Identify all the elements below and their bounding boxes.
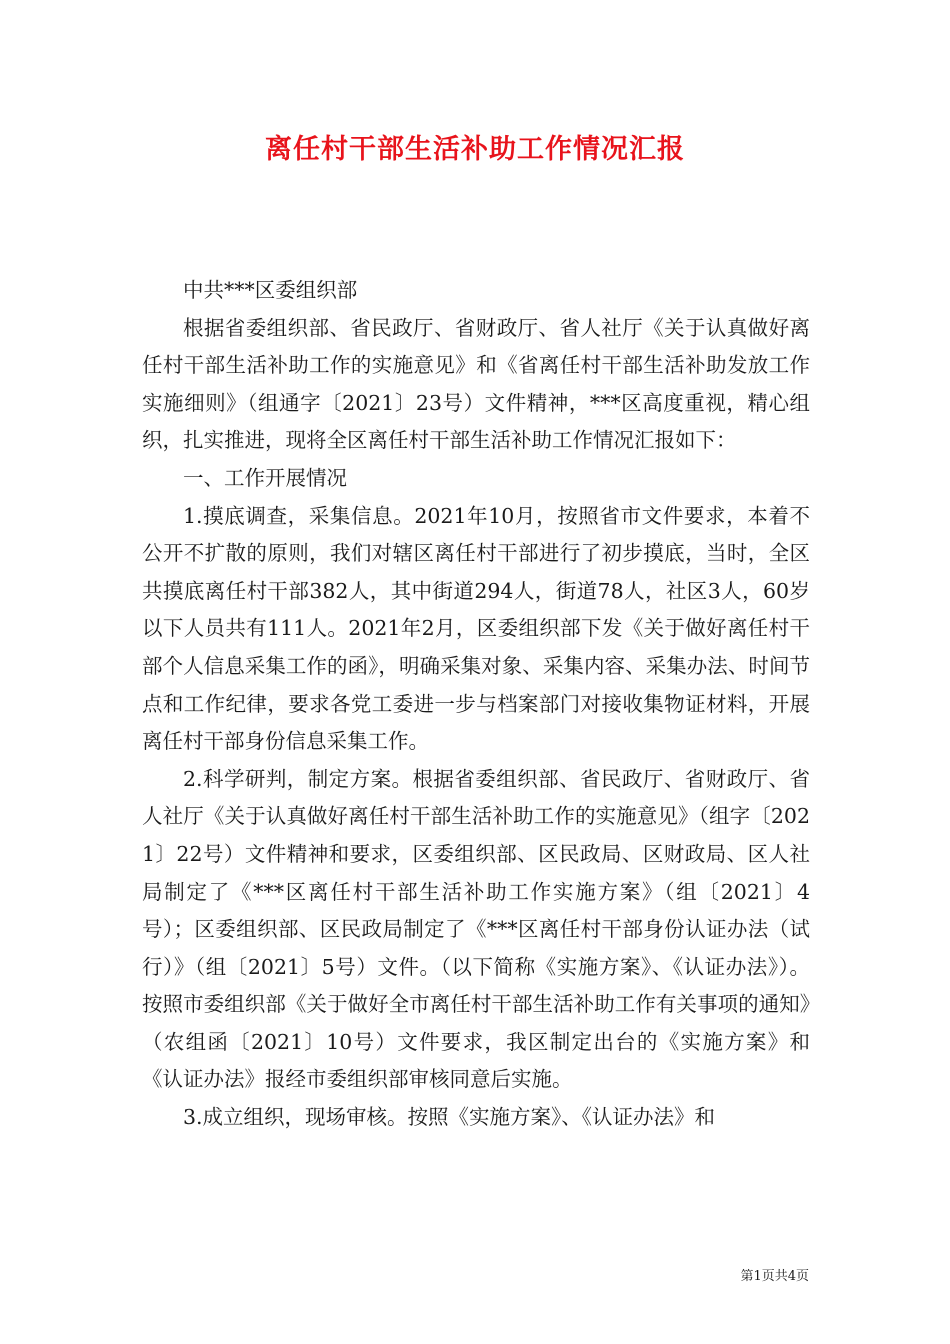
intro-paragraph: 根据省委组织部、省民政厅、省财政厅、省人社厅《关于认真做好离任村干部生活补助工作的实施意见》和《省离任村干部生活补助发放工作实施细则》（组通字〔2021〕23号）文件精神，***区高度重视，精心组织，扎实推进，现将全区离任村干部生活补助工作情况汇报如下：: [142, 315, 810, 453]
body-paragraph: 2.科学研判，制定方案。根据省委组织部、省民政厅、省财政厅、省人社厅《关于认真做好离任村干部生活补助工作的实施意见》（组字〔2021〕22号）文件精神和要求，区委组织部、区民政局、区财政局、区人社局制定了《***区离任村干部生活补助工作实施方案》（组〔2021〕4号）；区委组织部、区民政局制定了《***区离任村干部身份认证办法（试行）》（组〔2021〕5号）文件。（以下简称《实施方案》、《认证办法》）。按照市委组织部《关于做好全市离任村干部生活补助工作有关事项的通知》（农组函〔2021〕10号）文件要求，我区制定出台的《实施方案》和《认证办法》报经市委组织部审核同意后实施。: [142, 766, 810, 1092]
document-body: [142, 272, 810, 1137]
body-paragraph: 1.摸底调查，采集信息。2021年10月，按照省市文件要求，本着不公开不扩散的原则，我们对辖区离任村干部进行了初步摸底，当时，全区共摸底离任村干部382人，其中街道294人，街道78人，社区3人，60岁以下人员共有111人。2021年2月，区委组织部下发《关于做好离任村干部个人信息采集工作的函》，明确采集对象、采集内容、采集办法、时间节点和工作纪律，要求各党工委进一步与档案部门对接收集物证材料，开展离任村干部身份信息采集工作。: [142, 503, 810, 754]
page-footer: 第1页共4页: [740, 1269, 809, 1284]
addressee-paragraph: 中共***区委组织部: [183, 278, 358, 302]
document-title: 离任村干部生活补助工作情况汇报: [265, 134, 685, 165]
section-heading: 一、工作开展情况: [183, 465, 347, 490]
body-paragraph: 3.成立组织，现场审核。按照《实施方案》、《认证办法》和: [183, 1105, 716, 1130]
